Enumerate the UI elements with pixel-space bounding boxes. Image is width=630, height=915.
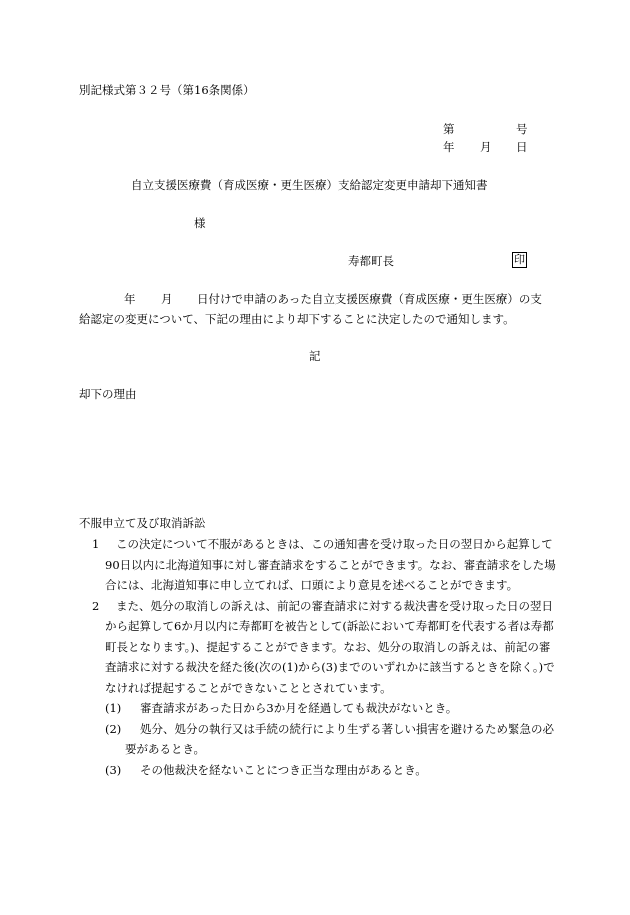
date-month: 月 (480, 140, 492, 154)
body-line-2: 給認定の変更について、下記の理由により却下することに決定したので通知します。 (79, 312, 515, 326)
issuer-name: 寿都町長 (348, 254, 394, 268)
reason-heading: 却下の理由 (79, 387, 137, 401)
ki-marker: 記 (309, 349, 321, 363)
appeal-sub-item-1 (79, 698, 559, 719)
doc-number-suffix: 号 (516, 122, 528, 136)
addressee-suffix: 様 (194, 216, 206, 230)
doc-number-prefix: 第 (443, 122, 455, 136)
body-line-1: 日付けで申請のあった自立支援医療費（育成医療・更生医療）の支 (197, 292, 542, 306)
appeal-item-2 (79, 596, 559, 699)
appeal-item-1 (79, 534, 559, 596)
item-number: (3) (105, 762, 122, 777)
item-text: この決定について不服があるときは、この通知書を受け取った日の翌日から起算して90日以内に北海道知事に対し審査請求をすることができます。なお、審査請求をした場合には、北海道知事に申し立てれば、口頭により意見を述べることができます。 (105, 537, 556, 592)
item-text: 処分、処分の執行又は手続の続行により生ずる著しい損害を避けるため緊急の必要があるとき。 (125, 721, 554, 756)
date-day: 日 (516, 140, 528, 154)
body-month: 月 (161, 292, 173, 306)
item-text: その他裁決を経ないことにつき正当な理由があるとき。 (140, 762, 427, 777)
appeal-sub-item-3 (79, 760, 559, 781)
document-title: 自立支援医療費（育成医療・更生医療）支給認定変更申請却下通知書 (131, 178, 488, 192)
appeal-heading: 不服申立て及び取消訴訟 (79, 516, 206, 530)
appeal-section (79, 534, 559, 780)
item-number: 1 (92, 537, 100, 551)
item-number: (1) (105, 701, 122, 715)
seal-mark: 印 (514, 253, 525, 266)
form-number: 別記様式第３２号（第16条関係） (79, 83, 255, 97)
item-number: 2 (92, 598, 100, 613)
item-text: また、処分の取消しの訴えは、前記の審査請求に対する裁決書を受け取った日の翌日から起算して6か月以内に寿都町を被告として(訴訟において寿都町を代表する者は寿都町長となります。)、提起することができます。なお、処分の取消しの訴えは、前記の審査請求に対する裁決を経た後(次の(1)から(3)までのいずれかに該当するときを除く。)でなければ提起することができないこととされています。 (105, 598, 555, 695)
item-text: 審査請求があった日から3か月を経過しても裁決がないとき。 (140, 701, 458, 715)
item-number: (2) (105, 721, 122, 736)
appeal-sub-item-2 (79, 719, 559, 760)
body-year: 年 (124, 292, 136, 306)
date-year: 年 (443, 140, 455, 154)
